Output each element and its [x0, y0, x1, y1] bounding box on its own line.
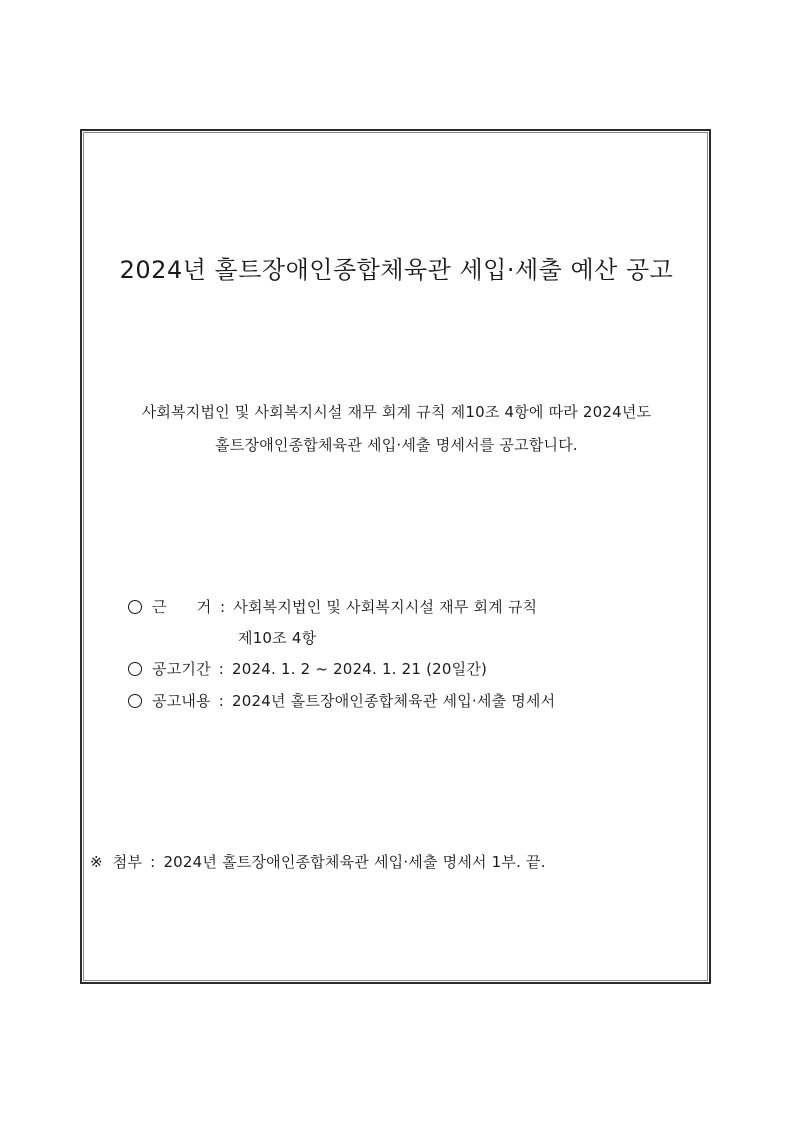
notice-content-item [128, 690, 555, 711]
circle-bullet-icon [128, 600, 142, 614]
intro-line-2: 홀트장애인종합체육관 세입·세출 명세서를 공고합니다. [215, 436, 578, 454]
intro-line-1: 사회복지법인 및 사회복지시설 재무 회계 규칙 제10조 4항에 따라 2024년도 [141, 403, 652, 421]
attachment-label: 첨부 [112, 853, 143, 871]
attachment-value: 2024년 홀트장애인종합체육관 세입·세출 명세서 1부. 끝. [163, 853, 546, 871]
basis-label: 근 거 [152, 598, 212, 616]
circle-bullet-icon [128, 662, 142, 676]
basis-colon: : [220, 598, 226, 616]
basis-item [128, 596, 537, 617]
attachment-line [90, 851, 546, 872]
notice-content-colon: : [218, 692, 225, 710]
notice-period-label: 공고기간 [152, 660, 211, 678]
notice-period-colon: : [218, 660, 225, 678]
circle-bullet-icon [128, 694, 142, 708]
attachment-colon: : [150, 853, 156, 871]
notice-content-value: 2024년 홀트장애인종합체육관 세입·세출 명세서 [232, 692, 556, 710]
notice-content-label: 공고내용 [152, 692, 211, 710]
basis-value-continued: 제10조 4항 [238, 629, 317, 647]
basis-value: 사회복지법인 및 사회복지시설 재무 회계 규칙 [233, 598, 538, 616]
notice-period-value: 2024. 1. 2 ~ 2024. 1. 21 (20일간) [232, 660, 488, 678]
notice-period-item [128, 658, 487, 679]
reference-mark-icon: ※ [90, 853, 103, 871]
page-title: 2024년 홀트장애인종합체육관 세입·세출 예산 공고 [119, 256, 674, 284]
